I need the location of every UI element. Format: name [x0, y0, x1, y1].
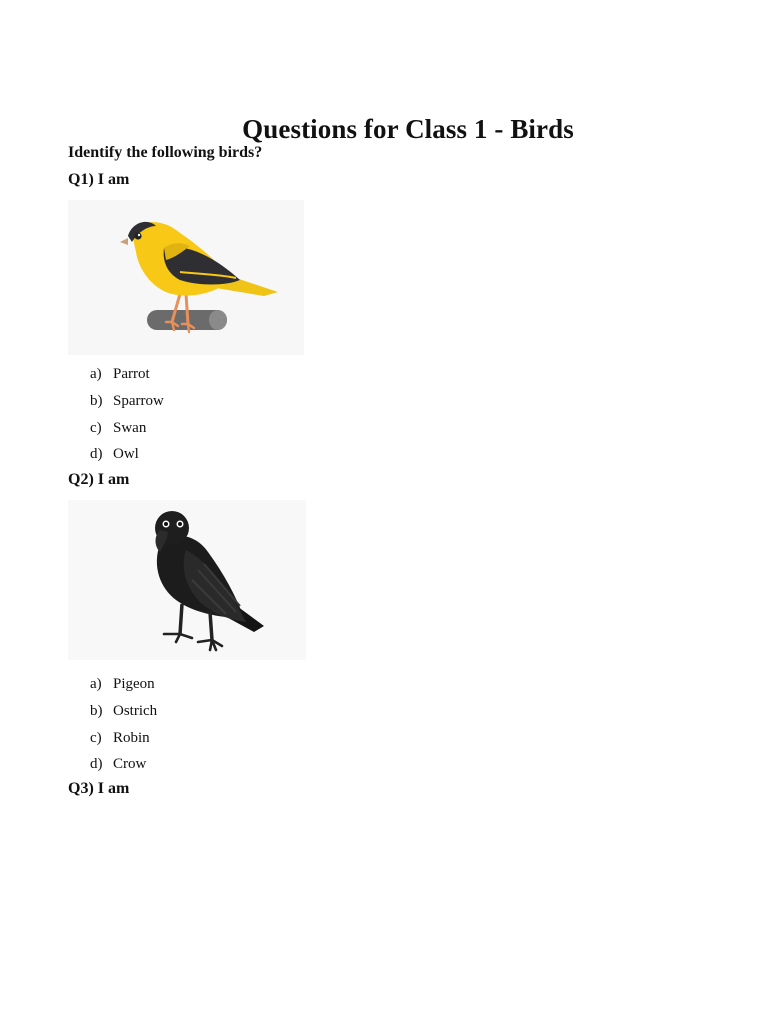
option-letter: b)	[90, 392, 103, 409]
page-title: Questions for Class 1 - Birds	[242, 114, 574, 145]
option-text: Ostrich	[113, 702, 158, 719]
option-text: Owl	[113, 446, 139, 463]
instruction-text: Identify the following birds?	[68, 144, 263, 161]
crow-image	[68, 500, 306, 660]
option-item[interactable]	[90, 364, 164, 391]
question-1-options	[90, 364, 164, 471]
question-2-options	[90, 674, 157, 781]
option-item[interactable]	[90, 674, 157, 701]
option-letter: a)	[90, 366, 102, 382]
yellow-bird-image	[68, 200, 304, 355]
option-letter: a)	[90, 676, 102, 692]
option-item[interactable]	[90, 754, 157, 781]
option-text: Parrot	[113, 366, 150, 382]
question-3-heading: Q3) I am	[68, 780, 130, 797]
option-text: Crow	[113, 756, 147, 773]
question-1-heading: Q1) I am	[68, 171, 130, 188]
question-2-heading: Q2) I am	[68, 471, 130, 488]
option-letter: c)	[90, 419, 102, 436]
option-text: Swan	[113, 419, 147, 436]
option-letter: d)	[90, 446, 103, 463]
option-item[interactable]	[90, 728, 157, 755]
option-text: Sparrow	[113, 392, 164, 409]
option-item[interactable]	[90, 444, 164, 471]
option-text: Robin	[113, 729, 150, 746]
option-item[interactable]	[90, 701, 157, 728]
option-letter: c)	[90, 729, 102, 746]
option-letter: d)	[90, 756, 103, 773]
option-item[interactable]	[90, 418, 164, 445]
option-text: Pigeon	[113, 676, 155, 692]
option-letter: b)	[90, 702, 103, 719]
option-item[interactable]	[90, 391, 164, 418]
